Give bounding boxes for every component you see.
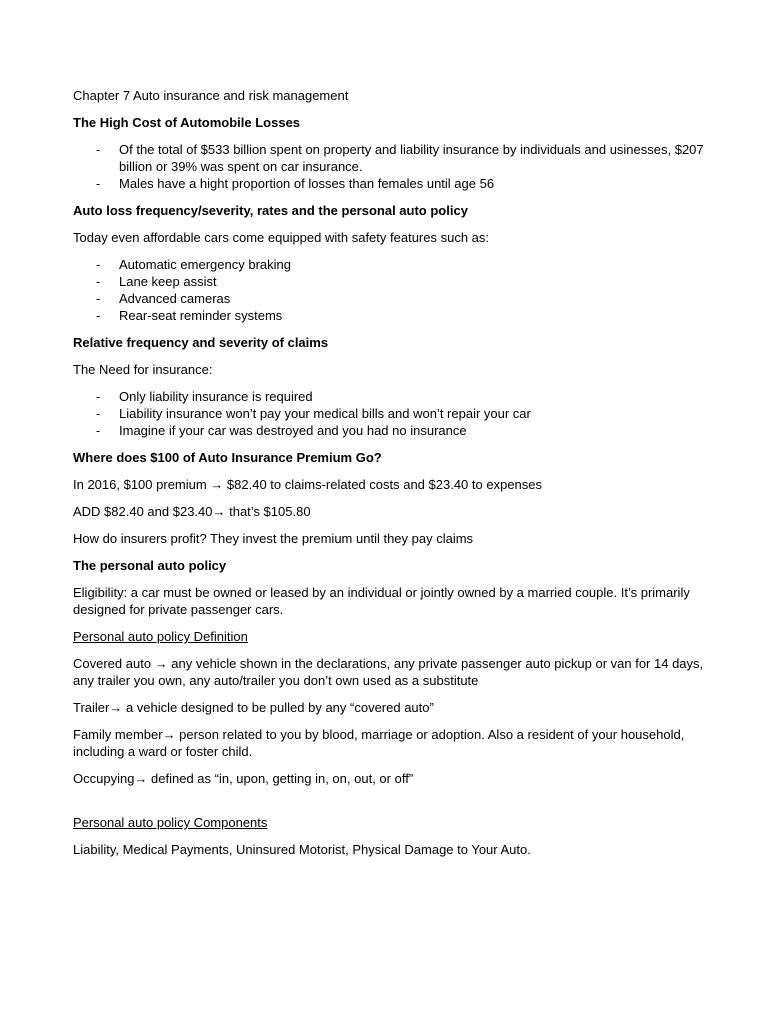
section-heading-loss-frequency: Auto loss frequency/severity, rates and the personal auto policy [73, 203, 468, 218]
list-item-text: Lane keep assist [119, 274, 217, 289]
section-heading-premium: Where does $100 of Auto Insurance Premium Go? [73, 450, 382, 465]
bullet-dash: - [96, 389, 101, 404]
section-heading-components: Personal auto policy Components [73, 815, 268, 830]
section-heading-relative-frequency: Relative frequency and severity of claims [73, 335, 329, 350]
chapter-title: Chapter 7 Auto insurance and risk management [73, 88, 349, 103]
section-heading-definitions: Personal auto policy Definition [73, 629, 248, 644]
list-item [73, 290, 708, 307]
list-item [73, 405, 708, 422]
bullet-dash: - [96, 291, 101, 306]
bullet-dash: - [96, 423, 101, 438]
list-item [73, 256, 708, 273]
bullet-dash: - [96, 308, 101, 323]
list-item-text: Only liability insurance is required [119, 389, 313, 404]
bullet-dash: - [96, 406, 101, 421]
list-item-text: Automatic emergency braking [119, 257, 291, 272]
list-item [73, 273, 708, 290]
safety-features-intro: Today even affordable cars come equipped with safety features such as: [73, 230, 490, 245]
definition-item: Family member→ person related to you by blood, marriage or adoption. Also a resident of your household, including a ward or foster child. [73, 727, 685, 759]
list-item-text: Rear-seat reminder systems [119, 308, 283, 323]
premium-line: ADD $82.40 and $23.40→ that’s $105.80 [73, 504, 311, 519]
list-item [73, 422, 708, 439]
bullet-dash: - [96, 274, 101, 289]
list-item-text: Imagine if your car was destroyed and you had no insurance [119, 423, 467, 438]
high-cost-list [73, 141, 708, 192]
section-heading-personal-policy: The personal auto policy [73, 558, 227, 573]
section-heading-high-cost: The High Cost of Automobile Losses [73, 115, 301, 130]
bullet-dash: - [96, 142, 101, 157]
list-item-text: Advanced cameras [119, 291, 231, 306]
list-item [73, 388, 708, 405]
blank-line [73, 797, 708, 814]
safety-features-list [73, 256, 708, 324]
definition-item: Covered auto → any vehicle shown in the declarations, any private passenger auto pickup or van for 14 days, any trailer you own, any auto/trailer you don’t own used as a substitute [73, 656, 704, 688]
need-for-insurance-list [73, 388, 708, 439]
list-item-text: Males have a hight proportion of losses than females until age 56 [119, 176, 495, 191]
list-item [73, 307, 708, 324]
list-item-text: Liability insurance won’t pay your medical bills and won’t repair your car [119, 406, 531, 421]
premium-line: In 2016, $100 premium → $82.40 to claims-related costs and $23.40 to expenses [73, 477, 543, 492]
list-item [73, 141, 708, 175]
components-text: Liability, Medical Payments, Uninsured Motorist, Physical Damage to Your Auto. [73, 842, 531, 857]
need-for-insurance-intro: The Need for insurance: [73, 362, 213, 377]
bullet-dash: - [96, 176, 101, 191]
list-item [73, 175, 708, 192]
list-item-text: Of the total of $533 billion spent on property and liability insurance by individuals and usinesses, $207 billion or 39% was spent on car insurance. [119, 142, 704, 174]
eligibility-text: Eligibility: a car must be owned or leased by an individual or jointly owned by a married couple. It’s primarily designed for private passenger cars. [73, 585, 690, 617]
definition-item: Occupying→ defined as “in, upon, getting in, on, out, or off” [73, 771, 414, 786]
definition-item: Trailer→ a vehicle designed to be pulled by any “covered auto” [73, 700, 434, 715]
bullet-dash: - [96, 257, 101, 272]
premium-line: How do insurers profit? They invest the premium until they pay claims [73, 531, 474, 546]
